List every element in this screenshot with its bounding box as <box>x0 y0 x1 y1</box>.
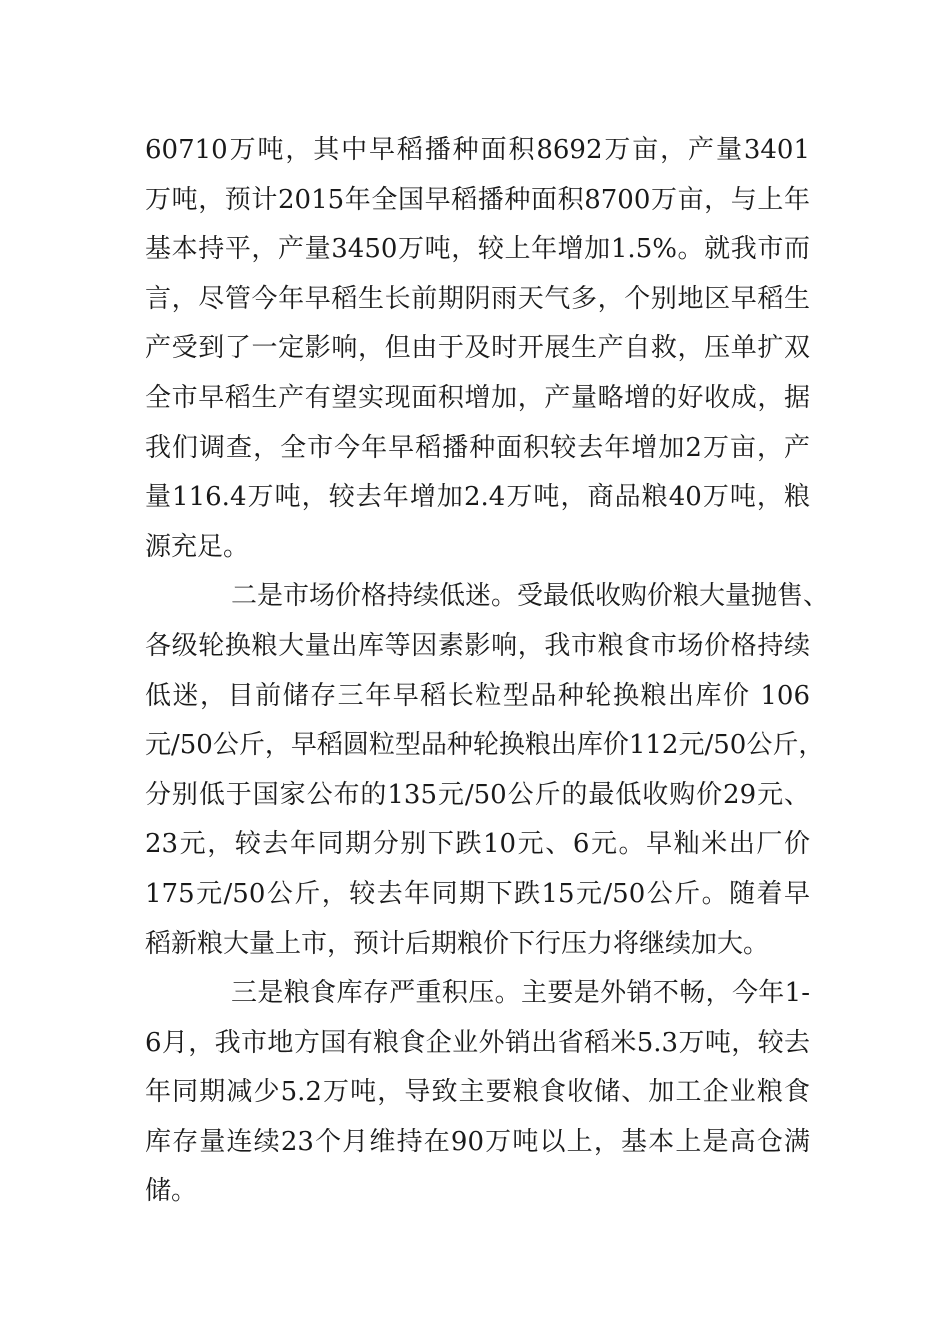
text-line: 175元/50公斤，较去年同期下跌15元/50公斤。随着早 <box>145 878 810 909</box>
text-line: 稻新粮大量上市，预计后期粮价下行压力将继续加大。 <box>145 928 770 959</box>
text-line: 年同期减少5.2万吨，导致主要粮食收储、加工企业粮食 <box>145 1077 810 1108</box>
text-line: 分别低于国家公布的135元/50公斤的最低收购价29元、 <box>145 779 810 810</box>
text-line: 全市早稻生产有望实现面积增加，产量略增的好收成，据 <box>145 382 810 413</box>
text-line: 基本持平，产量3450万吨，较上年增加1.5%。就我市而 <box>145 234 810 265</box>
text-line: 60710万吨，其中早稻播种面积8692万亩，产量3401 <box>145 135 810 165</box>
text-line: 产受到了一定影响，但由于及时开展生产自救，压单扩双 <box>145 333 810 364</box>
text-line: 储。 <box>145 1176 198 1207</box>
paragraph-heading-line: 三是粮食库存严重积压。主要是外销不畅，今年1- <box>231 978 810 1009</box>
text-line: 量116.4万吨，较去年增加2.4万吨，商品粮40万吨，粮 <box>145 482 810 513</box>
text-line: 低迷，目前储存三年早稻长粒型品种轮换粮出库价 106 <box>145 680 810 711</box>
text-line: 万吨，预计2015年全国早稻播种面积8700万亩，与上年 <box>145 184 810 215</box>
text-line: 元/50公斤，早稻圆粒型品种轮换粮出库价112元/50公斤， <box>145 730 825 761</box>
paragraph-heading-line: 二是市场价格持续低迷。受最低收购价粮大量抛售、 <box>231 581 830 612</box>
text-line: 6月，我市地方国有粮食企业外销出省稻米5.3万吨，较去 <box>145 1027 810 1058</box>
text-line: 23元，较去年同期分别下跌10元、6元。早籼米出厂价 <box>145 829 810 860</box>
text-line: 源充足。 <box>145 531 250 562</box>
text-line: 各级轮换粮大量出库等因素影响，我市粮食市场价格持续 <box>145 630 810 661</box>
text-line: 言，尽管今年早稻生长前期阴雨天气多，个别地区早稻生 <box>145 283 810 314</box>
text-line: 库存量连续23个月维持在90万吨以上，基本上是高仓满 <box>145 1126 810 1157</box>
body-text <box>145 126 830 1217</box>
text-line: 我们调查，全市今年早稻播种面积较去年增加2万亩，产 <box>145 432 810 463</box>
